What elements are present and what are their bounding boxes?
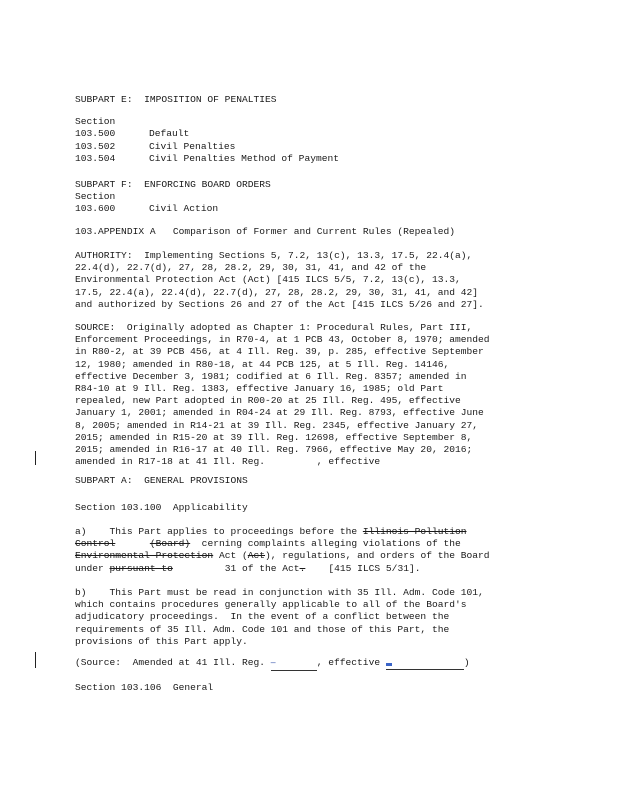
change-bar [35,451,36,465]
deleted-text: pursuant to [109,562,173,574]
toc-row [75,203,545,215]
text-span: 31 of the Act [172,562,300,574]
text-span: under [75,562,110,574]
text-line [75,563,545,575]
text-line: 2015; amended in R15-20 at 39 Ill. Reg. 12698, effective September 8, [75,431,473,443]
toc-row [75,128,545,140]
text-line [75,526,545,538]
paragraph-a [75,526,545,575]
text-span: [415 ILCS 5/31]. [305,562,421,574]
authority-note [75,250,545,311]
text-span [115,538,150,549]
text-line: effective December 3, 1981; codified at 6 Ill. Reg. 8357; amended in [75,370,467,382]
deleted-text: Control [75,538,116,550]
text-span: (Source: Amended at 41 Ill. Reg. [75,657,271,668]
text-span: ) [463,657,470,668]
subpart-f [75,179,545,216]
toc-row [75,141,545,153]
text-line: Enforcement Proceedings, in R70-4, at 1 PCB 43, October 8, 1970; amended [75,334,490,346]
text-span: , effective [316,657,386,668]
deleted-text: Environmental Protection [75,550,214,562]
toc-title: Civil Penalties [149,140,236,152]
text-line: repealed, new Part adopted in R00-20 at 25 Ill. Reg. 495, effective [75,395,461,407]
source-note [75,322,545,468]
text-line: amended in R17-18 at 41 Ill. Reg. , effective [75,456,381,468]
subpart-a-heading: SUBPART A: GENERAL PROVISIONS [75,475,248,486]
text-line [75,550,545,562]
change-bar [35,652,36,668]
deleted-text: Illinois Pollution [362,526,467,537]
toc-row [75,153,545,165]
appendix-line: 103.APPENDIX A Comparison of Former and Current Rules (Repealed) [75,226,455,237]
section-heading: Section 103.100 Applicability [75,502,248,513]
toc-number: 103.500 [75,128,116,140]
subpart-f-heading: SUBPART F: ENFORCING BOARD ORDERS [75,179,271,190]
blank-line: — [271,657,317,671]
section-label: Section [75,191,116,203]
text-line: in R80-2, at 39 PCB 456, at 4 Ill. Reg. 39, p. 285, effective September [75,346,484,358]
text-line [75,538,545,550]
text-span: ), regulations, and orders of the Board [265,550,490,562]
text-span: cerning complaints alleging violations of the [190,538,461,550]
text-line: provisions of this Part apply. [75,635,248,647]
text-line: 2015; amended in R16-17 at 40 Ill. Reg. 7966, effective May 20, 2016; [75,444,473,456]
text-line: 12, 1980; amended in R80-18, at 44 PCB 125, at 5 Ill. Reg. 14146, [75,358,450,370]
text-span: a) This Part applies to proceedings before the [75,526,363,537]
toc-number: 103.600 [75,203,116,215]
text-line: requirements of 35 Ill. Adm. Code 101 and those of this Part, the [75,623,450,635]
subpart-e [75,94,545,165]
deleted-text: Act [247,550,266,562]
text-line: SOURCE: Originally adopted as Chapter 1: Procedural Rules, Part III, [75,322,473,333]
text-line: Environmental Protection Act (Act) [415 ILCS 5/5, 7.2, 13(c), 13.3, [75,274,461,286]
toc-title: Civil Penalties Method of Payment [149,152,339,164]
toc-title: Civil Action [149,203,219,215]
text-line: January 1, 2001; amended in R04-24 at 29 Ill. Reg. 8793, effective June [75,407,484,419]
deleted-text: (Board) [149,538,191,550]
paragraph-b [75,587,545,648]
next-section-heading: Section 103.106 General [75,682,214,693]
blank-line [386,657,464,670]
deleted-text: . [299,562,306,574]
text-span: Act ( [213,550,248,562]
text-line: 17.5, 22.4(a), 22.4(d), 22.7(d), 27, 28, 28.2, 29, 30, 31, 41, and 42] [75,286,479,298]
text-line: and authorized by Sections 26 and 27 of the Act [415 ILCS 5/26 and 27]. [75,298,484,310]
subpart-e-heading: SUBPART E: IMPOSITION OF PENALTIES [75,94,277,105]
toc-title: Default [149,128,190,140]
text-line: 8, 2005; amended in R14-21 at 39 Ill. Reg. 2345, effective January 27, [75,419,479,431]
text-line: AUTHORITY: Implementing Sections 5, 7.2, 13(c), 13.3, 17.5, 22.4(a), [75,250,473,261]
toc-number: 103.504 [75,152,116,164]
text-line: b) This Part must be read in conjunction with 35 Ill. Adm. Code 101, [75,587,484,598]
text-line: adjudicatory proceedings. In the event of a conflict between the [75,611,450,623]
text-line: R84-10 at 9 Ill. Reg. 1383, effective January 16, 1985; old Part [75,383,444,395]
text-line: 22.4(d), 22.7(d), 27, 28, 28.2, 29, 30, 31, 41, and 42 of the [75,262,427,274]
source-amendment-note [75,657,545,671]
text-line: which contains procedures generally applicable to all of the Board's [75,599,467,611]
toc-number: 103.502 [75,140,116,152]
section-label: Section [75,116,116,128]
